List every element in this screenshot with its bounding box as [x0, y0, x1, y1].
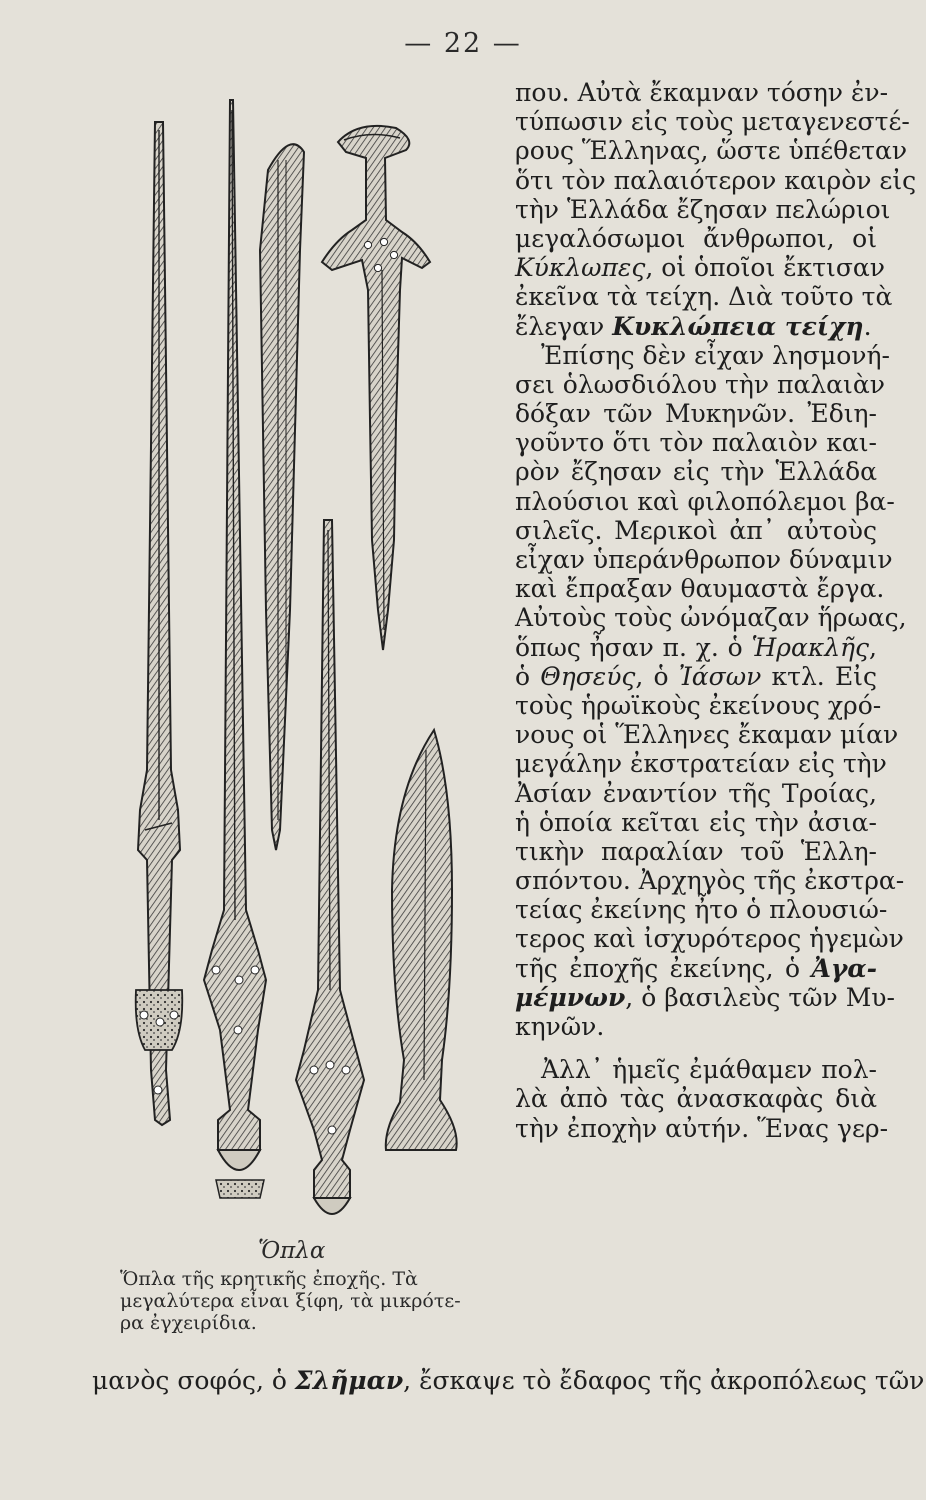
text-line: Αὐτοὺς τοὺς ὠνόμαζαν ἥρωας, — [515, 603, 907, 633]
text-line: τύπωσιν εἰς τοὺς μεταγενεστέ- — [515, 107, 910, 137]
text-line: καὶ ἔπραξαν θαυμαστὰ ἔργα. — [515, 574, 885, 604]
text-line — [515, 662, 877, 691]
cyclopean-walls-term: Κυκλώπεια τείχη — [612, 311, 864, 341]
text-line — [515, 253, 886, 283]
text-line: γοῦντο ὅτι τὸν παλαιὸν και- — [515, 428, 877, 458]
text-line: που. Αὐτὰ ἔκαμναν τόσην ἐν- — [515, 78, 889, 107]
sword-3 — [260, 144, 304, 850]
text-line: κηνῶν. — [515, 1012, 605, 1041]
schliemann-name: Σλῆμαν — [294, 1366, 404, 1395]
dagger-2 — [386, 730, 457, 1150]
text-line: ρὸν ἔζησαν εἰς τὴν Ἑλλάδα — [515, 457, 877, 487]
text-line — [515, 312, 877, 341]
text-line: Ἀσίαν ἐναντίον τῆς Τροίας, — [515, 778, 877, 808]
text-line-start: μανὸς σοφός, ὁ — [92, 1366, 295, 1395]
text-line: ρους Ἕλληνας, ὥστε ὑπέθεταν — [515, 136, 908, 166]
heracles-name: Ἡρακλῆς — [751, 632, 870, 662]
text-line-mid: , ὁ — [635, 661, 679, 691]
figure-title: Ὅπλα — [258, 1238, 326, 1264]
text-line: Ἀλλ᾽ ἡμεῖς ἐμάθαμεν πολ- — [541, 1055, 877, 1085]
body-text-column — [515, 78, 917, 1143]
text-line: σπόντου. Ἀρχηγὸς τῆς ἐκστρα- — [515, 866, 905, 896]
text-line-start: ἔλεγαν — [515, 311, 613, 341]
agamemnon-name-part2: μέμνων — [515, 982, 626, 1012]
text-line: τὴν ἐποχὴν αὐτήν. Ἕνας γερ- — [515, 1113, 889, 1143]
weapons-illustration — [100, 90, 510, 1250]
figure-caption — [120, 1268, 498, 1334]
theseus-name: Θησεύς — [540, 661, 636, 691]
text-line-rest: , ἔσκαψε τὸ ἔδαφος τῆς ἀκροπόλεως τῶν — [403, 1366, 925, 1395]
text-line: ἡ ὁποία κεῖται εἰς τὴν ἀσια- — [515, 807, 877, 837]
text-line-start: ὅπως ἦσαν π. χ. ὁ — [515, 632, 752, 662]
text-line — [515, 954, 877, 983]
text-line-rest: κτλ. Εἰς — [761, 661, 877, 691]
text-line: μεγάλην ἐκστρατείαν εἰς τὴν — [515, 749, 887, 779]
text-line — [515, 982, 895, 1012]
text-line: σιλεῖς. Μερικοὶ ἀπ᾽ αὐτοὺς — [515, 515, 877, 545]
text-line-start: ὁ — [515, 661, 541, 691]
dagger-1 — [322, 126, 430, 650]
text-line: Ἐπίσης δὲν εἶχαν λησμονή- — [541, 340, 890, 370]
text-line: τικὴν παραλίαν τοῦ Ἑλλη- — [515, 836, 877, 866]
text-line: τερος καὶ ἰσχυρότερος ἡγεμὼν — [515, 924, 904, 954]
text-line: ἐκεῖνα τὰ τείχη. Διὰ τοῦτο τὰ — [515, 282, 893, 312]
text-line: τοὺς ἡρωϊκοὺς ἐκείνους χρό- — [515, 690, 882, 720]
text-line: σει ὁλωσδιόλου τὴν παλαιὰν — [515, 369, 885, 399]
text-line-rest: , οἱ ὁποῖοι ἔκτισαν — [645, 253, 886, 283]
caption-line: ρα ἐγχειρίδια. — [120, 1312, 257, 1334]
jason-name: Ἰάσων — [678, 661, 762, 691]
text-line: ὅτι τὸν παλαιότερον καιρὸν εἰς — [515, 165, 917, 195]
text-line: τείας ἐκείνης ἦτο ὁ πλουσιώ- — [515, 895, 888, 925]
text-line: δόξαν τῶν Μυκηνῶν. Ἐδιη- — [515, 399, 877, 429]
caption-line: μεγαλύτερα εἶναι ξίφη, τὰ μικρότε- — [120, 1290, 461, 1312]
text-line-rest: , ὁ βασιλεὺς τῶν Μυ- — [625, 982, 895, 1012]
full-width-text-line — [92, 1366, 925, 1395]
text-line-rest: . — [863, 311, 872, 341]
cyclopes-term: Κύκλωπες — [515, 253, 646, 283]
text-line: νους οἱ Ἕλληνες ἔκαμαν μίαν — [515, 720, 899, 750]
text-line: εἶχαν ὑπεράνθρωπον δύναμιν — [515, 545, 893, 574]
text-line-start: τῆς ἐποχῆς ἐκείνης, ὁ — [515, 953, 812, 983]
sword-4 — [296, 520, 364, 1214]
sword-2 — [204, 100, 266, 1198]
text-line-rest: , — [869, 632, 877, 662]
agamemnon-name-part1: Ἀγα- — [811, 953, 877, 983]
caption-line: Ὅπλα τῆς κρητικῆς ἐποχῆς. Τὰ — [120, 1268, 418, 1290]
sword-1 — [136, 122, 183, 1125]
text-line: λὰ ἀπὸ τὰς ἀνασκαφὰς διὰ — [515, 1084, 877, 1114]
text-line: μεγαλόσωμοι ἄνθρωποι, οἱ — [515, 223, 877, 253]
text-line — [515, 633, 877, 662]
text-line: τὴν Ἑλλάδα ἔζησαν πελώριοι — [515, 194, 891, 224]
text-line: πλούσιοι καὶ φιλοπόλεμοι βα- — [515, 486, 895, 516]
page-number: — 22 — — [404, 28, 522, 59]
